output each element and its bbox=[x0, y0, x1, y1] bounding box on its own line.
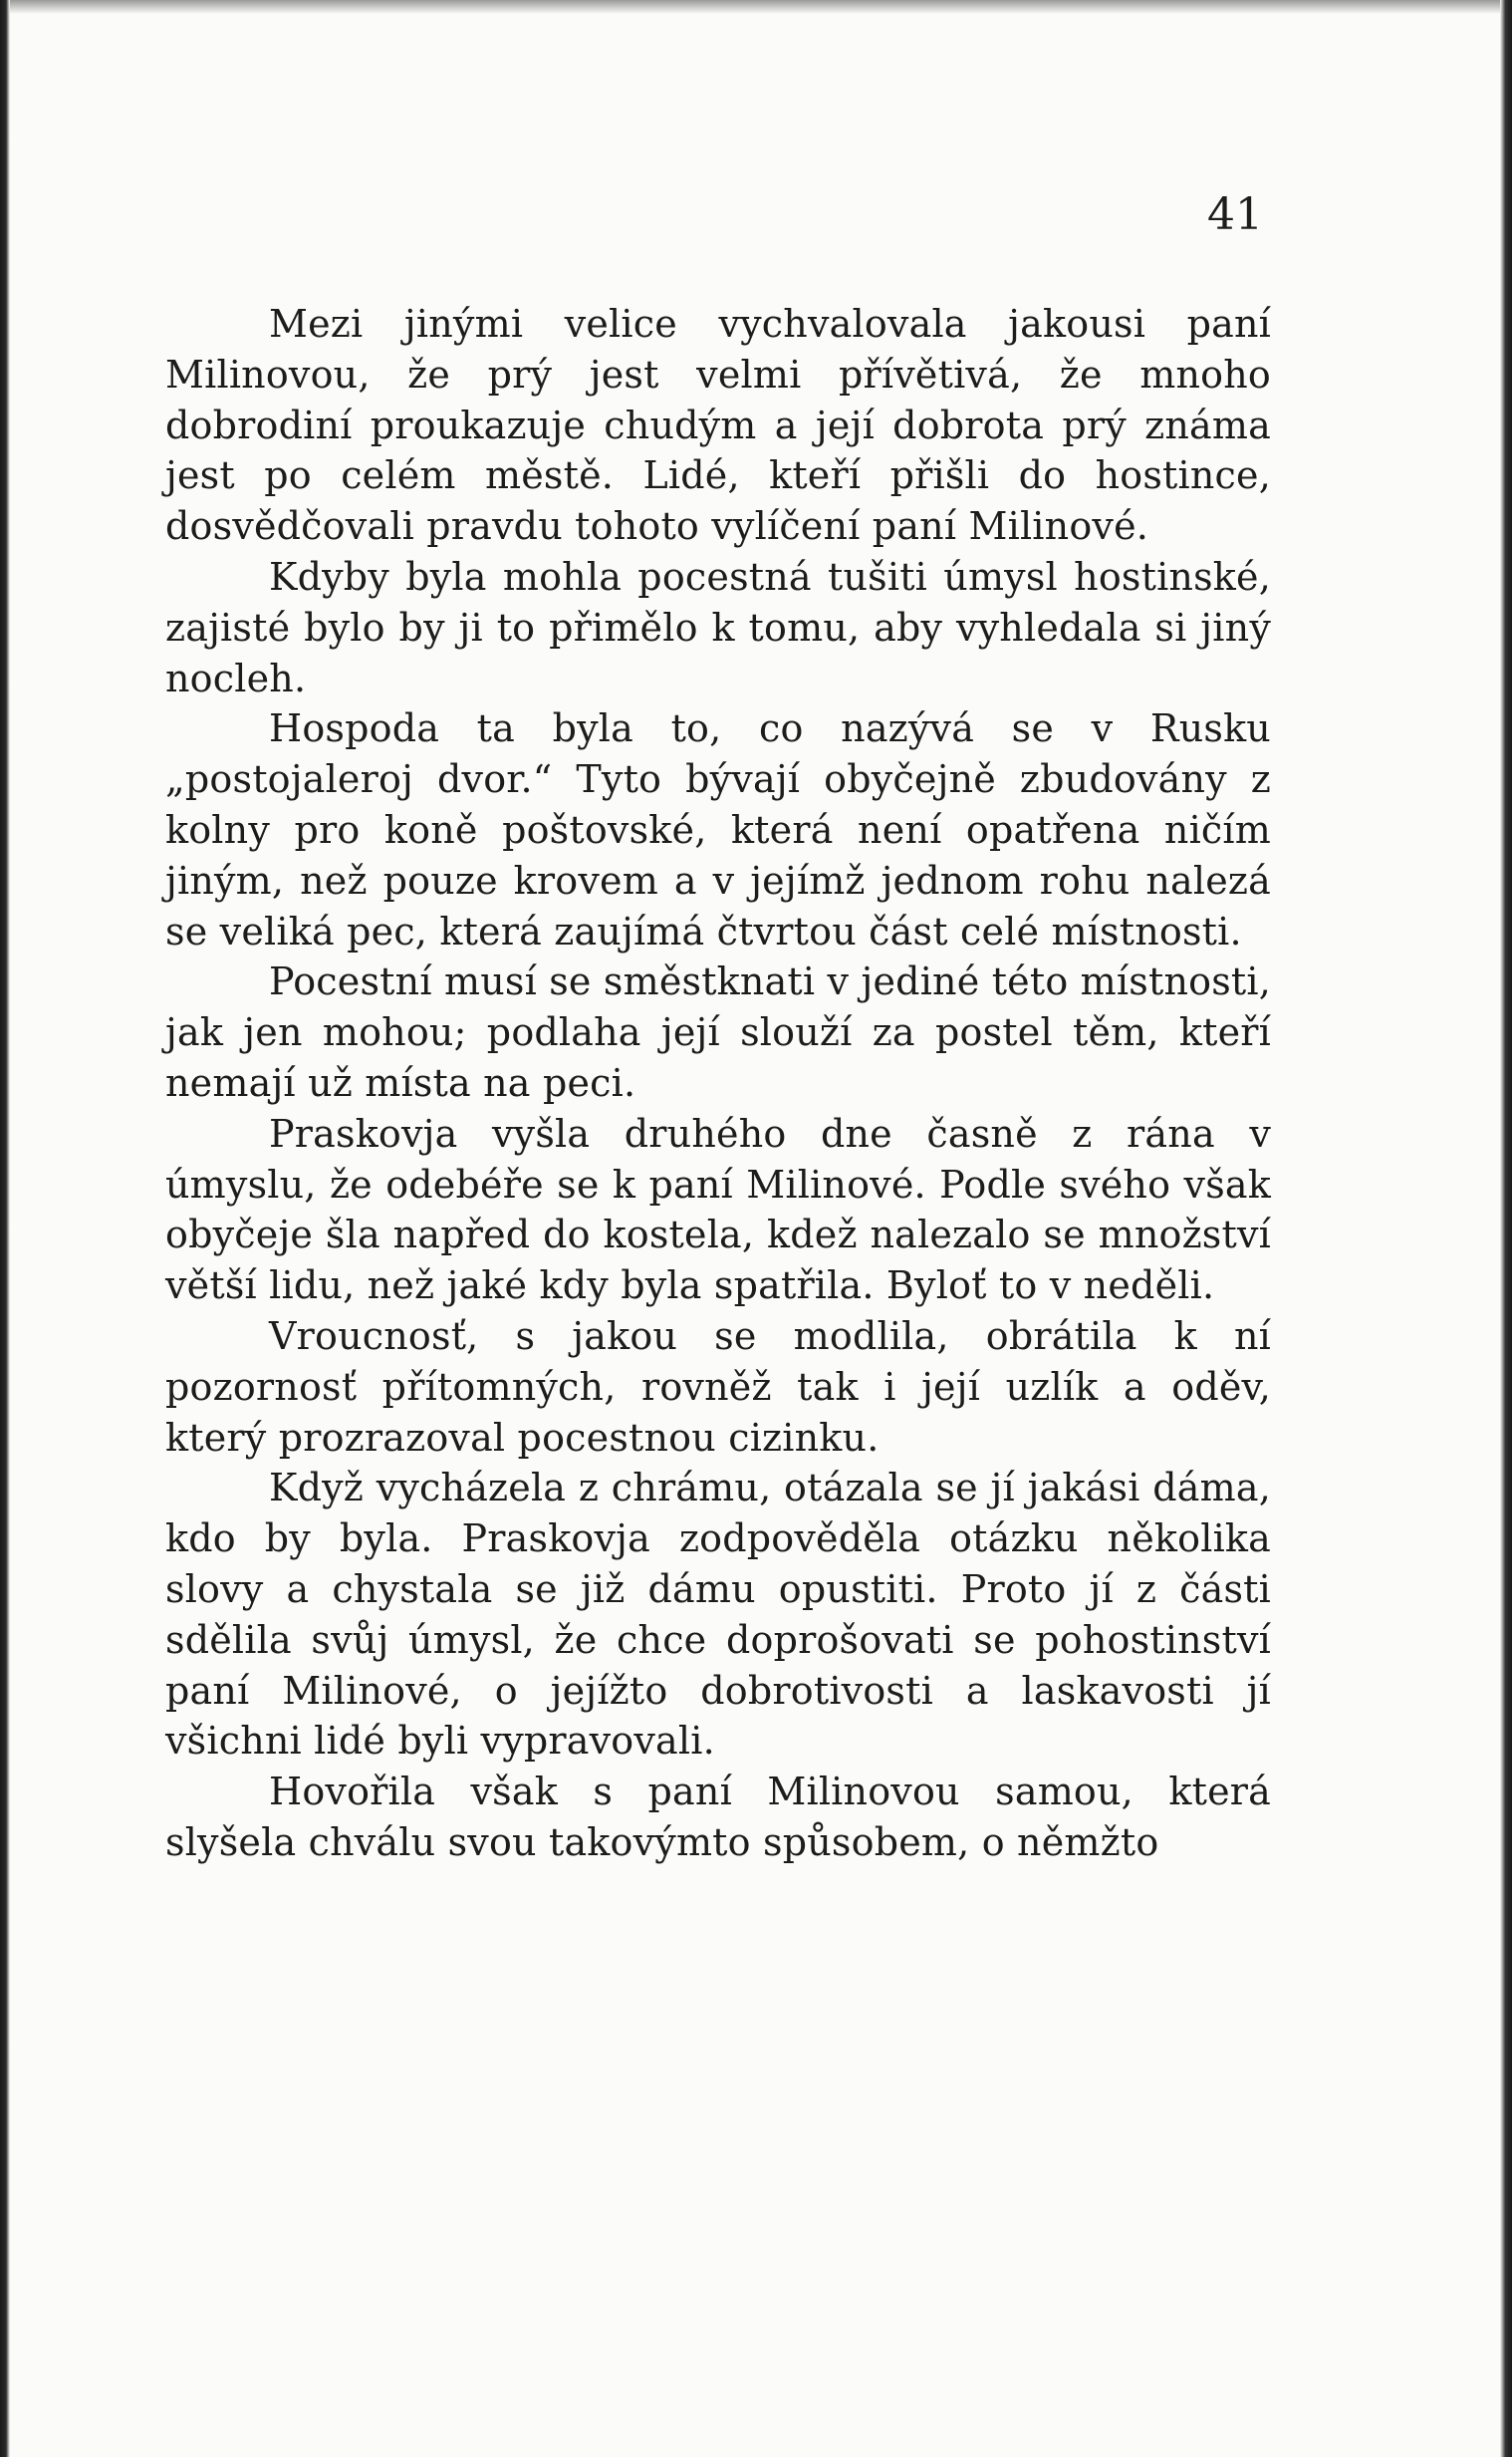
paragraph-4: Pocestní musí se směstknati v jediné této místnosti, jak jen mohou; podlaha její slouží za postel těm, kteří nemají už místa na peci. bbox=[165, 959, 1271, 1105]
body-text bbox=[165, 299, 1271, 1868]
paragraph-7: Když vycházela z chrámu, otázala se jí jakási dáma, kdo by byla. Praskovja zodpověděla otázku několika slovy a chystala se již dámu opustiti. Proto jí z části sdělila svůj úmysl, že chce doprošovati se pohostinství paní Milinové, o jejížto dobrotivosti a laskavosti jí všichni lidé byli vypravovali. bbox=[165, 1466, 1271, 1764]
page-number: 41 bbox=[1207, 189, 1263, 240]
paragraph-5: Praskovja vyšla druhého dne časně z rána v úmyslu, že odebéře se k paní Milinové. Podle svého však obyčeje šla napřed do kostela, kdež nalezalo se množství větší lidu, než jaké kdy byla spatřila. Byloť to v neděli. bbox=[165, 1111, 1271, 1308]
paragraph-8: Hovořila však s paní Milinovou samou, která slyšela chválu svou takovýmto spůsobem, o němžto bbox=[165, 1770, 1271, 1864]
paragraph-6: Vroucnosť, s jakou se modlila, obrátila k ní pozornosť přítomných, rovněž tak i její uzlík a oděv, který prozrazoval pocestnou cizinku. bbox=[165, 1313, 1271, 1460]
paragraph-1: Mezi jinými velice vychvalovala jakousi paní Milinovou, že prý jest velmi přívětivá, že mnoho dobrodiní proukazuje chudým a její dobrota prý známa jest po celém městě. Lidé, kteří přišli do hostince, dosvědčovali pravdu tohoto vylíčení paní Milinové. bbox=[165, 302, 1271, 549]
page-left-edge bbox=[0, 0, 10, 2457]
paragraph-3: Hospoda ta byla to, co nazývá se v Rusku „postojaleroj dvor.“ Tyto bývají obyčejně zbudovány z kolny pro koně poštovské, která není opatřena ničím jiným, než pouze krovem a v jejímž jednom rohu nalezá se veliká pec, která zaujímá čtvrtou část celé místnosti. bbox=[165, 706, 1271, 954]
paragraph-2: Kdyby byla mohla pocestná tušiti úmysl hostinské, zajisté bylo by ji to přimělo k tomu, aby vyhledala si jiný nocleh. bbox=[165, 554, 1271, 700]
page-right-edge bbox=[1500, 0, 1512, 2457]
page-top-shadow bbox=[0, 0, 1512, 14]
